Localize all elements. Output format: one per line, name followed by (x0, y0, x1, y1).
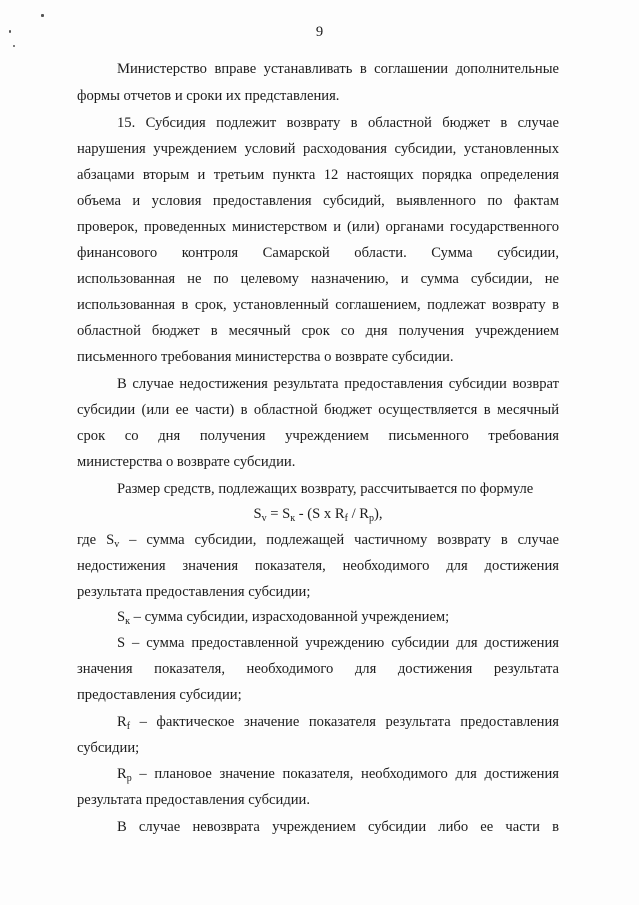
paragraph-line: использованная не по целевому назначению, и сумма субсидии, не (77, 271, 559, 287)
paragraph-line: S – сумма предоставленной учреждению субсидии для достижения (117, 635, 559, 651)
scan-speck (13, 45, 15, 47)
paragraph-line: Министерство вправе устанавливать в соглашении дополнительные (117, 61, 559, 77)
paragraph-line: предоставления субсидии; (77, 687, 242, 703)
paragraph-line: проверок, проведенных министерством и (или) органами государственного (77, 219, 559, 235)
paragraph-line: субсидии; (77, 740, 140, 756)
paragraph-line: где $S_v$ – сумма субсидии, подлежащей частичному возврату в случае (77, 532, 559, 550)
paragraph-line: $R_p$ – плановое значение показателя, необходимого для достижения (117, 766, 559, 784)
paragraph-line: объема и условия предоставления субсидий, выявленного по фактам (77, 193, 559, 209)
paragraph-line: письменного требования министерства о возврате субсидии. (77, 349, 454, 365)
paragraph-line: результата предоставления субсидии. (77, 792, 311, 808)
paragraph-line: недостижения значения показателя, необходимого для достижения (77, 558, 559, 574)
paragraph-line: субсидии (или ее части) в областной бюджет осуществляется в месячный (77, 402, 559, 418)
paragraph-line: $R_f$ – фактическое значение показателя результата предоставления (117, 714, 559, 732)
paragraph-line: В случае недостижения результата предоставления субсидии возврат (117, 376, 559, 392)
scan-speck (41, 14, 44, 17)
paragraph-line: В случае невозврата учреждением субсидии либо ее части в (117, 819, 559, 835)
paragraph-line: 15. Субсидия подлежит возврату в областной бюджет в случае (117, 115, 559, 131)
paragraph-line: абзацами вторым и третьим пункта 12 настоящих порядка определения (77, 167, 559, 183)
paragraph-line: использованная в срок, установленный соглашением, подлежат возврату в (77, 297, 559, 313)
paragraph-line: Размер средств, подлежащих возврату, рассчитывается по формуле (117, 481, 534, 497)
paragraph-line: формы отчетов и сроки их представления. (77, 88, 340, 104)
paragraph-line: финансового контроля Самарской области. Сумма субсидии, (77, 245, 559, 261)
paragraph-line: министерства о возврате субсидии. (77, 454, 296, 470)
paragraph-line: областной бюджет в месячный срок со дня получения учреждением (77, 323, 559, 339)
paragraph-line: нарушения учреждением условий расходования субсидии, установленных (77, 141, 559, 157)
paragraph-line: значения показателя, необходимого для достижения результата (77, 661, 559, 677)
paragraph-line: результата предоставления субсидии; (77, 584, 311, 600)
formula: $S_v = S_к - (S$ x $R_f / R_p$), (253, 506, 383, 524)
paragraph-line: $S_к$ – сумма субсидии, израсходованной учреждением; (117, 609, 450, 627)
paragraph-line: срок со дня получения учреждением письменного требования (77, 428, 559, 444)
page-number: 9 (315, 24, 324, 40)
